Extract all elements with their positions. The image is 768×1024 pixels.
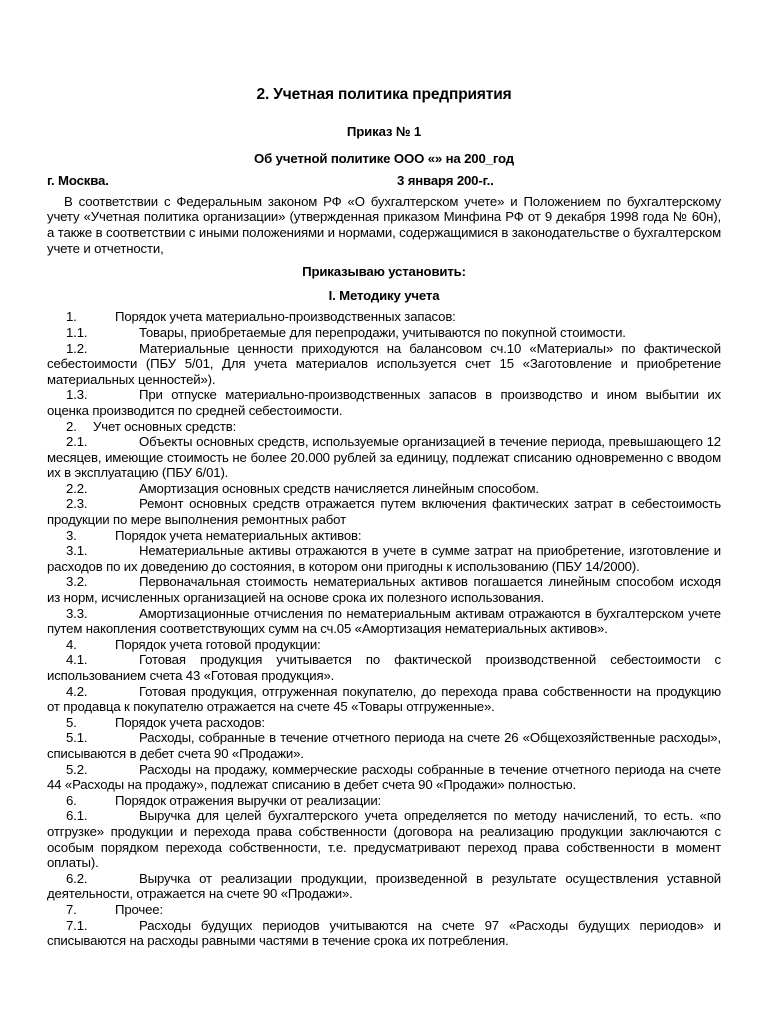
document-title: 2. Учетная политика предприятия bbox=[256, 86, 512, 103]
item-number: 7. bbox=[66, 901, 77, 917]
preamble-paragraph: В соответствии с Федеральным законом РФ «О бухгалтерском учете» и Положением по бухгалтерскому учету «Учетная политика организации» (утвержденная приказом Минфина РФ от 9 декабря 1998 года № 60н), а также в соответствии с иными положениями и нормами, содержащимися в законодательстве о бухгалтерском учете и отчетности, bbox=[47, 193, 721, 256]
city: г. Москва. bbox=[47, 173, 109, 189]
item-text: Расходы будущих периодов учитываются на счете 97 «Расходы будущих периодов» и списываются на расходы равными частями в течение срока их потребления. bbox=[47, 917, 721, 949]
item-number: 5.2. bbox=[66, 761, 88, 777]
item-text: Порядок учета готовой продукции: bbox=[115, 636, 321, 652]
list-item bbox=[47, 715, 721, 731]
list-item bbox=[47, 606, 721, 637]
item-text: Амортизационные отчисления по нематериальным активам отражаются в бухгалтерском учете путем накопления соответствующих сумм на сч.05 «Амортизация нематериальных активов». bbox=[47, 605, 721, 637]
list-item bbox=[47, 902, 721, 918]
item-text: Выручка от реализации продукции, произведенной в результате осуществления уставной деятельности, отражается на счете 90 «Продажи». bbox=[47, 870, 721, 902]
item-number: 4.2. bbox=[66, 683, 88, 699]
list-item bbox=[47, 481, 721, 497]
item-number: 1. bbox=[66, 309, 77, 325]
order-number: Приказ № 1 bbox=[346, 124, 422, 139]
item-number: 7.1. bbox=[66, 917, 88, 933]
item-number: 2.2. bbox=[66, 480, 88, 496]
list-item bbox=[47, 684, 721, 715]
list-item bbox=[47, 387, 721, 418]
item-number: 2. bbox=[66, 418, 77, 434]
list-item bbox=[47, 808, 721, 870]
item-text: Материальные ценности приходуются на балансовом сч.10 «Материалы» по фактической себестоимости (ПБУ 5/01, Для учета материалов используется счет 15 «Заготовление и приобретение материальных ценностей»). bbox=[47, 340, 721, 387]
item-number: 3. bbox=[66, 527, 77, 543]
item-number: 6.1. bbox=[66, 808, 88, 824]
item-text: Готовая продукция, отгруженная покупателю, до перехода права собственности на продукцию от продавца к покупателю отражается на счете 45 «Товары отгруженные». bbox=[47, 683, 721, 715]
item-text: Ремонт основных средств отражается путем включения фактических затрат в себестоимость продукции по мере выполнения ремонтных работ bbox=[47, 496, 721, 528]
policy-items-list bbox=[47, 309, 721, 948]
list-item bbox=[47, 730, 721, 761]
item-number: 2.3. bbox=[66, 496, 88, 512]
list-item bbox=[47, 574, 721, 605]
order-date: 3 января 200-г.. bbox=[397, 173, 494, 189]
item-text: Учет основных средств: bbox=[93, 418, 237, 434]
list-item bbox=[47, 652, 721, 683]
item-number: 3.2. bbox=[66, 574, 88, 590]
item-text: Расходы, собранные в течение отчетного периода на счете 26 «Общехозяйственные расходы», списываются в дебет счета 90 «Продажи». bbox=[47, 730, 721, 761]
list-item bbox=[47, 793, 721, 809]
item-text: Первоначальная стоимость нематериальных активов погашается линейным способом исходя из норм, исчисленных организацией на основе срока их полезного использования. bbox=[47, 574, 721, 606]
list-item bbox=[47, 762, 721, 793]
section-heading: I. Методику учета bbox=[328, 287, 440, 303]
item-text: Расходы на продажу, коммерческие расходы собранные в течение отчетного периода на счете 44 «Расходы на продажу», подлежат списанию в дебет счета 90 «Продажи» полностью. bbox=[47, 761, 721, 793]
item-number: 5.1. bbox=[66, 730, 88, 746]
item-number: 1.2. bbox=[66, 340, 88, 356]
order-subject: Об учетной политике ООО «» на 200_год bbox=[254, 150, 514, 166]
item-number: 4.1. bbox=[66, 652, 88, 668]
order-heading: Приказываю установить: bbox=[302, 264, 466, 280]
list-item bbox=[47, 341, 721, 388]
item-text: Нематериальные активы отражаются в учете в сумме затрат на приобретение, изготовление и расходов по их доведению до состояния, в котором они пригодны к использованию (ПБУ 14/2000). bbox=[47, 543, 721, 574]
list-item bbox=[47, 419, 721, 435]
item-number: 6. bbox=[66, 792, 77, 808]
list-item bbox=[47, 325, 721, 341]
list-item bbox=[47, 528, 721, 544]
item-text: Прочее: bbox=[115, 901, 164, 917]
list-item bbox=[47, 918, 721, 949]
item-number: 4. bbox=[66, 636, 77, 652]
item-text: Порядок отражения выручки от реализации: bbox=[115, 792, 382, 808]
list-item bbox=[47, 637, 721, 653]
item-text: Объекты основных средств, используемые организацией в течение периода, превышающего 12 месяцев, имеющие стоимость не более 20.000 рублей за единицу, подлежат списанию одновременно с вводом их в эксплуатацию (ПБУ 6/01). bbox=[47, 434, 721, 481]
item-text: Порядок учета материально-производственных запасов: bbox=[115, 309, 456, 325]
list-item bbox=[47, 871, 721, 902]
item-number: 3.1. bbox=[66, 543, 88, 559]
list-item bbox=[47, 309, 721, 325]
item-text: Товары, приобретаемые для перепродажи, учитываются по покупной стоимости. bbox=[139, 324, 626, 340]
item-number: 5. bbox=[66, 714, 77, 730]
item-number: 2.1. bbox=[66, 434, 88, 450]
list-item bbox=[47, 434, 721, 481]
item-number: 1.3. bbox=[66, 387, 88, 403]
item-text: Выручка для целей бухгалтерского учета определяется по методу начислений, то есть. «по отгрузке» продукции и перехода права собственности (договора на реализацию продукции заключаются с особым порядком перехода собственности, т.е. предусматривают переход права собственности в момент оплаты). bbox=[47, 808, 721, 871]
item-text: При отпуске материально-производственных запасов в производство и ином выбытии их оценка производится по средней себестоимости. bbox=[47, 387, 721, 418]
item-number: 1.1. bbox=[66, 324, 88, 340]
item-number: 3.3. bbox=[66, 605, 88, 621]
list-item bbox=[47, 496, 721, 527]
item-text: Порядок учета расходов: bbox=[115, 714, 265, 730]
list-item bbox=[47, 543, 721, 574]
item-text: Готовая продукция учитывается по фактической производственной себестоимости с использованием счета 43 «Готовая продукция». bbox=[47, 652, 721, 683]
item-number: 6.2. bbox=[66, 870, 88, 886]
item-text: Порядок учета нематериальных активов: bbox=[115, 527, 362, 543]
city-date-line bbox=[47, 173, 721, 189]
item-text: Амортизация основных средств начисляется линейным способом. bbox=[139, 480, 539, 496]
